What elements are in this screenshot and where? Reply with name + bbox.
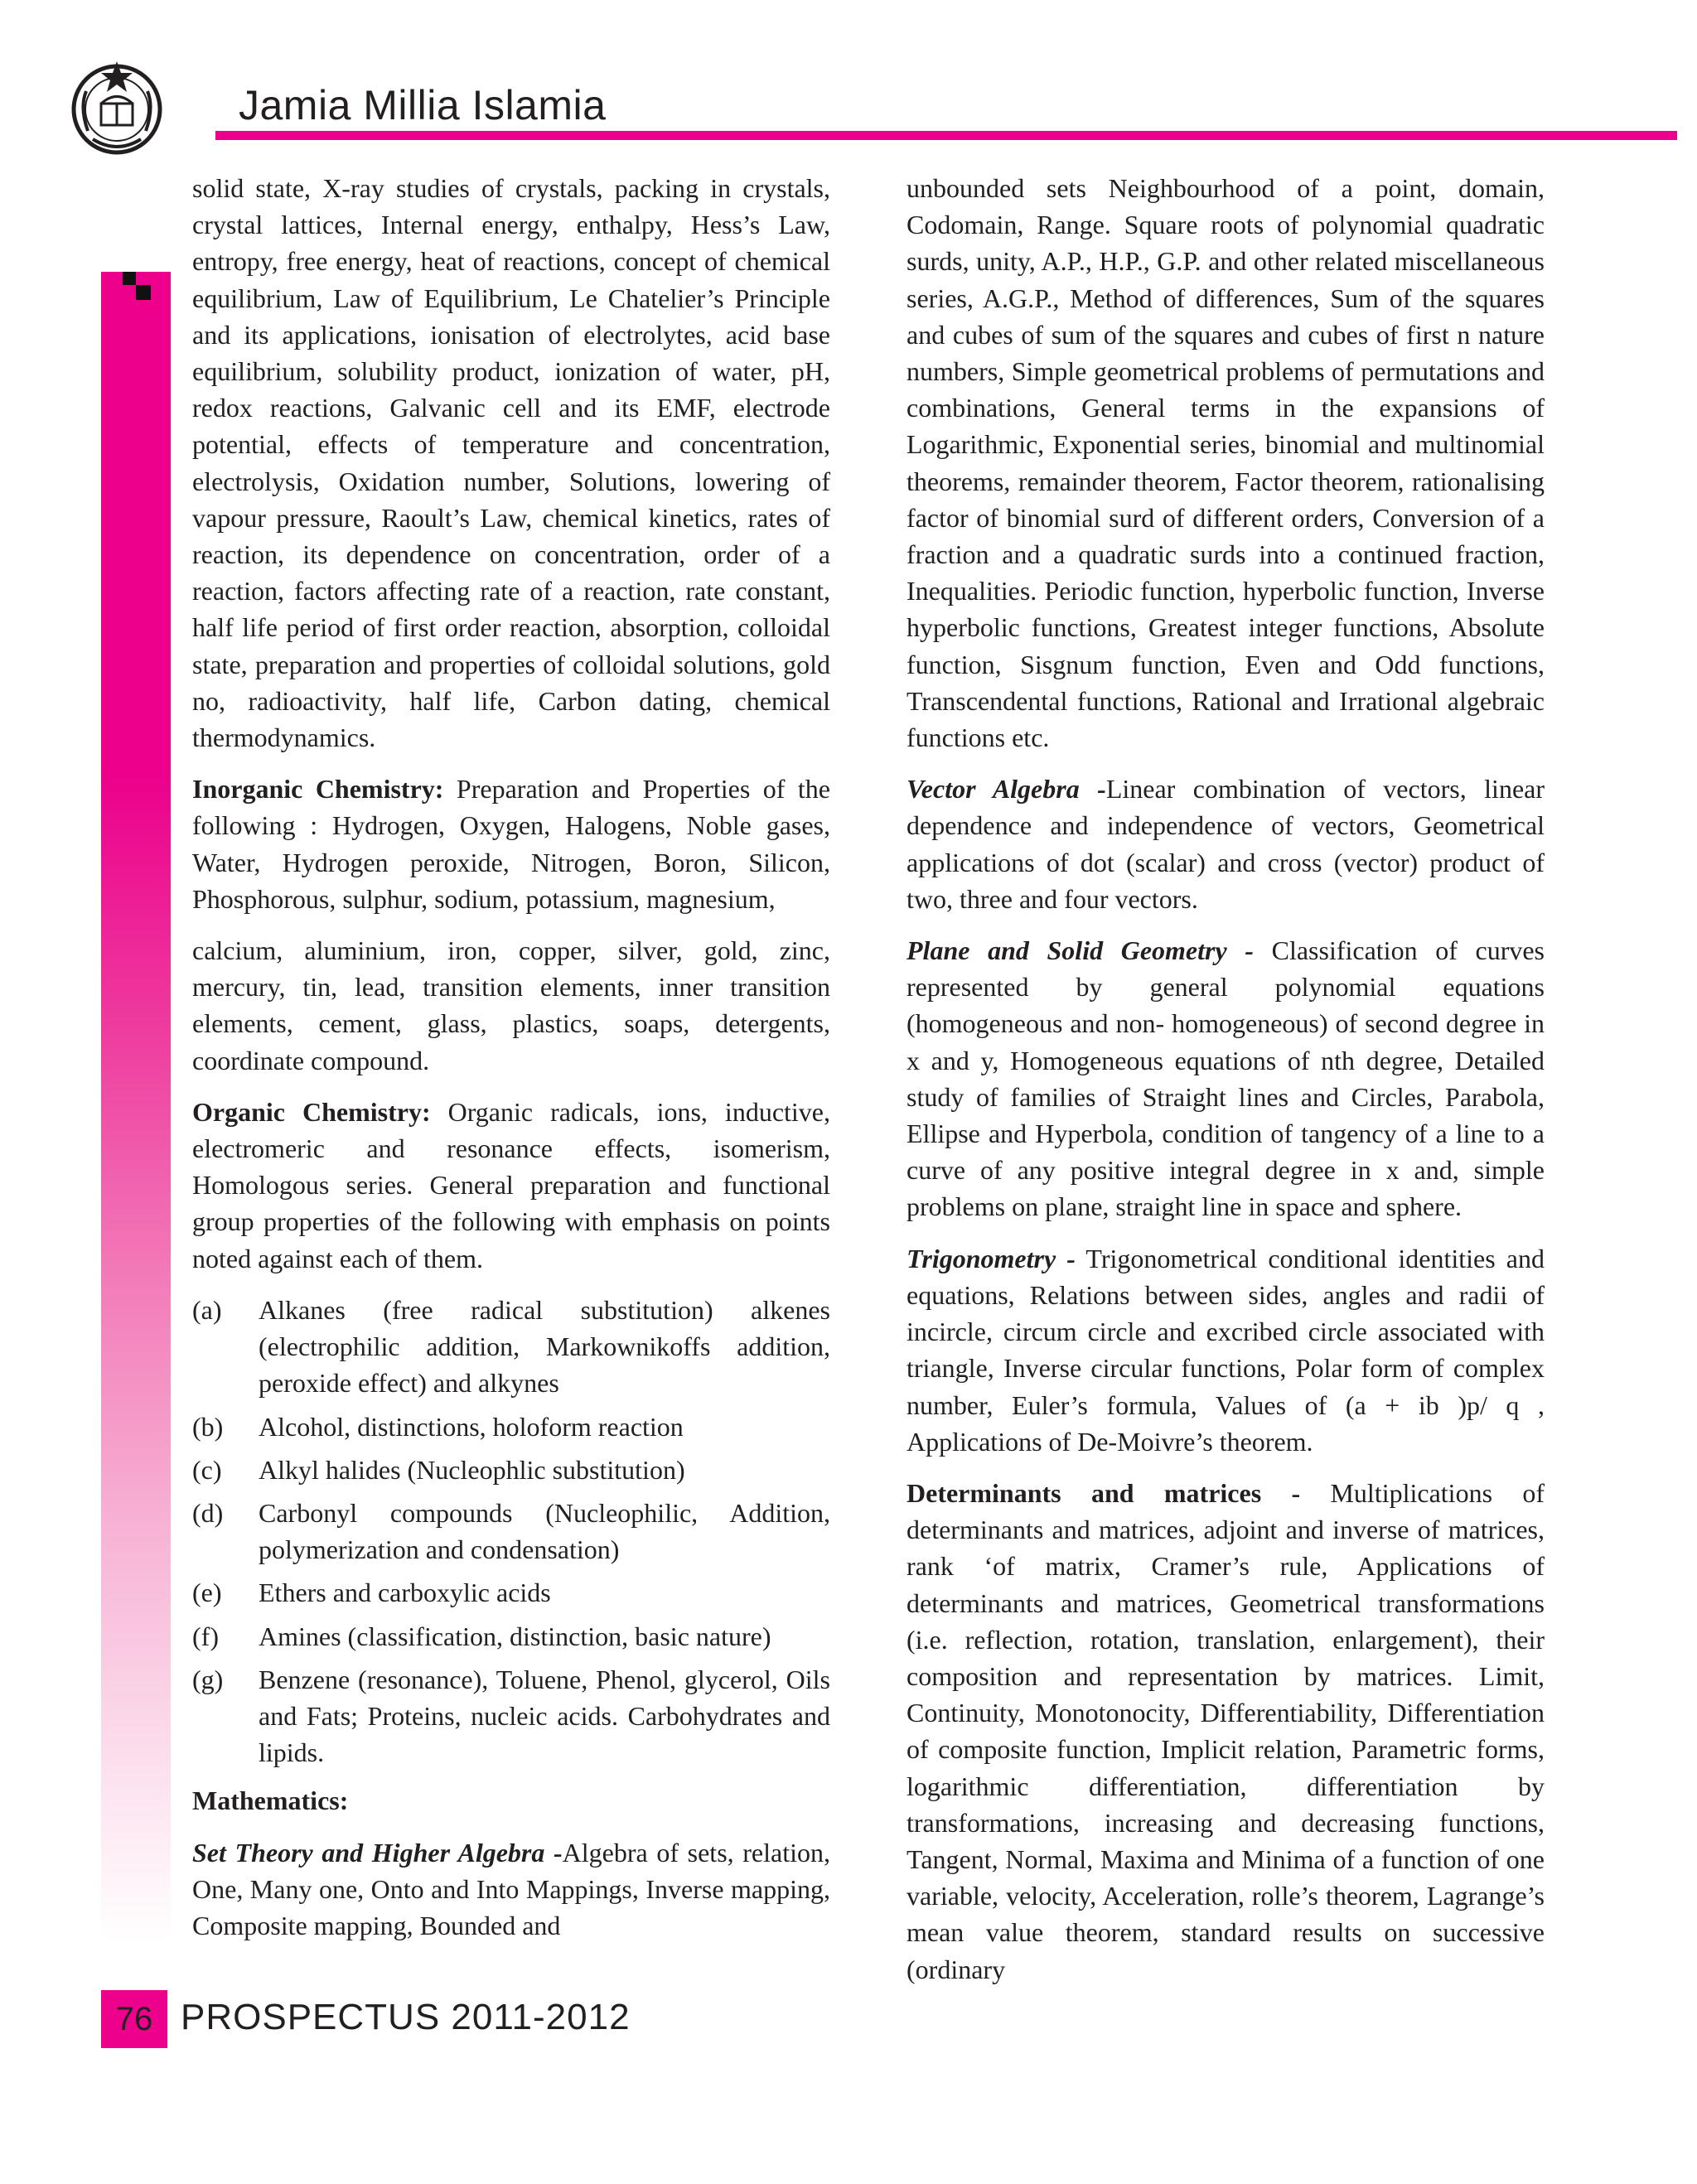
decor-square [136, 285, 151, 300]
header-rule [215, 131, 1677, 140]
determinants-text: Multiplications of determinants and matrices, adjoint and inverse of matrices, rank ‘of matrix, Cramer’s rule, Applications of determinants and matrices, Geometrical transformations (i.e. reflection, rotation, translation, enlargement), their composition and representation by matrices. Limit, Continuity, Monotonocity, Differentiability, Differentiation of composite function, Implicit relation, Parametric forms, logarithmic differentiation, differentiation by transformations, increasing and decreasing functions, Tangent, Normal, Maxima and Minima of a function of one variable, velocity, Acceleration, rolle’s theorem, Lagrange’s mean value theorem, standard results on successive (ordinary [907, 1477, 1545, 1984]
list-item-label: (d) [192, 1497, 224, 1528]
list-item-label: (b) [192, 1411, 224, 1442]
set-theory-text: Algebra of sets, relation, One, Many one, Onto and Into Mappings, Inverse mapping, Composite mapping, Bounded and [192, 1837, 831, 1940]
organic-paragraph [192, 1094, 830, 1277]
mathematics-heading: Mathematics: [192, 1785, 349, 1816]
list-item-label: (a) [192, 1294, 222, 1325]
decor-square [123, 272, 136, 285]
list-item [192, 1495, 830, 1568]
vector-text: Linear combination of vectors, linear dependence and independence of vectors, Geometrical applications of dot (scalar) and cross (vector) product of two, three and four vectors. [907, 774, 1545, 914]
page-number: 76 [101, 1990, 167, 2048]
geometry-text: Classification of curves represented by general polynomial equations (homogeneous and non- homogeneous) of second degree in x and y, Homogeneous equations of nth degree, Detailed study of families of Straight lines and Circles, Parabola, Ellipse and Hyperbola, condition of tangency of a line to a curve of any positive integral degree in x and, simple problems on plane, straight line in space and sphere. [907, 935, 1545, 1222]
footer-title: PROSPECTUS 2011-2012 [181, 1997, 631, 2037]
side-gradient-bar [101, 272, 171, 1942]
list-item-label: (e) [192, 1578, 222, 1608]
determinants-paragraph [907, 1475, 1545, 1988]
geometry-paragraph [907, 932, 1545, 1225]
list-item [192, 1618, 830, 1655]
metals-paragraph: calcium, aluminium, iron, copper, silver, gold, zinc, mercury, tin, lead, transition elements, inner transition elements, cement, glass, plastics, soaps, detergents, coordinate compound. [192, 935, 830, 1075]
list-item-text: Alcohol, distinctions, holoform reaction [259, 1411, 684, 1442]
list-item-text: Alkanes (free radical substitution) alkenes (electrophilic addition, Markownikoffs addition, peroxide effect) and alkynes [259, 1294, 830, 1399]
list-item-label: (c) [192, 1454, 222, 1485]
list-item [192, 1408, 830, 1445]
set-theory-paragraph [192, 1834, 830, 1945]
university-emblem-icon [68, 58, 166, 156]
list-item-text: Amines (classification, distinction, basic nature) [259, 1621, 771, 1651]
list-item-text: Carbonyl compounds (Nucleophilic, Addition, polymerization and condensation) [259, 1497, 830, 1565]
inorganic-heading: Inorganic Chemistry: [192, 774, 444, 805]
trigonometry-text: Trigonometrical conditional identities and equations, Relations between sides, angles and radii of incircle, circum circle and excribed circle associated with triangle, Inverse circular functions, Polar form of complex number, Euler’s formula, Values of (a + ib )p/ q , Applications of De-Moivre’s theorem. [907, 1243, 1545, 1457]
list-item-text: Alkyl halides (Nucleophlic substitution) [259, 1454, 685, 1485]
trigonometry-paragraph [907, 1240, 1545, 1460]
organic-text: Organic radicals, ions, inductive, electromeric and resonance effects, isomerism, Homologous series. General preparation and functional group properties of the following with emphasis on points noted against each of them. [192, 1096, 831, 1273]
list-item-text: Benzene (resonance), Toluene, Phenol, glycerol, Oils and Fats; Proteins, nucleic acids. Carbohydrates and lipids. [259, 1664, 830, 1768]
organic-topics-list [192, 1292, 830, 1771]
list-item-label: (f) [192, 1621, 219, 1651]
list-item [192, 1452, 830, 1488]
left-column [192, 170, 830, 1959]
chemistry-physical-paragraph: solid state, X-ray studies of crystals, packing in crystals, crystal lattices, Internal energy, enthalpy, Hess’s Law, entropy, free energy, heat of reactions, concept of chemical equilibrium, Law of Equilibrium, Le Chatelier’s Principle and its applications, ionisation of electrolytes, acid base equilibrium, solubility product, ionization of water, pH, redox reactions, Galvanic cell and its EMF, electrode potential, effects of temperature and concentration, electrolysis, Oxidation number, Solutions, lowering of vapour pressure, Raoult’s Law, chemical kinetics, rates of reaction, its dependence on concentration, order of a reaction, factors affecting rate of a reaction, rate constant, half life period of first order reaction, absorption, colloidal state, preparation and properties of colloidal solutions, gold no, radioactivity, half life, Carbon dating, chemical thermodynamics. [192, 173, 830, 753]
list-item [192, 1661, 830, 1771]
trigonometry-heading: Trigonometry - [907, 1243, 1076, 1273]
list-item-label: (g) [192, 1664, 224, 1694]
right-column [907, 170, 1545, 2003]
list-item-text: Ethers and carboxylic acids [259, 1578, 551, 1608]
list-item [192, 1574, 830, 1611]
inorganic-text: Preparation and Properties of the following : Hydrogen, Oxygen, Halogens, Noble gases, Water, Hydrogen peroxide, Nitrogen, Boron, Silicon, Phosphorous, sulphur, sodium, potassium, magnesium, [192, 774, 831, 914]
set-theory-heading: Set Theory and Higher Algebra - [192, 1837, 563, 1868]
algebra-paragraph: unbounded sets Neighbourhood of a point, domain, Codomain, Range. Square roots of polynomial quadratic surds, unity, A.P., H.P., G.P. and other related miscellaneous series, A.G.P., Method of differences, Sum of the squares and cubes of sum of the squares and cubes of first n nature numbers, Simple geometrical problems of permutations and combinations, General terms in the expansions of Logarithmic, Exponential series, binomial and multinomial theorems, remainder theorem, Factor theorem, rationalising factor of binomial surd of different orders, Conversion of a fraction and a quadratic surds into a continued fraction, Inequalities. Periodic function, hyperbolic function, Inverse hyperbolic functions, Greatest integer functions, Absolute function, Sisgnum function, Even and Odd functions, Transcendental functions, Rational and Irrational algebraic functions etc. [907, 173, 1545, 753]
header-title: Jamia Millia Islamia [239, 82, 607, 128]
vector-paragraph [907, 771, 1545, 917]
determinants-heading: Determinants and matrices - [907, 1477, 1301, 1508]
list-item [192, 1292, 830, 1402]
vector-heading: Vector Algebra - [907, 774, 1106, 805]
organic-heading: Organic Chemistry: [192, 1096, 431, 1127]
inorganic-paragraph [192, 771, 830, 917]
geometry-heading: Plane and Solid Geometry - [907, 935, 1254, 966]
